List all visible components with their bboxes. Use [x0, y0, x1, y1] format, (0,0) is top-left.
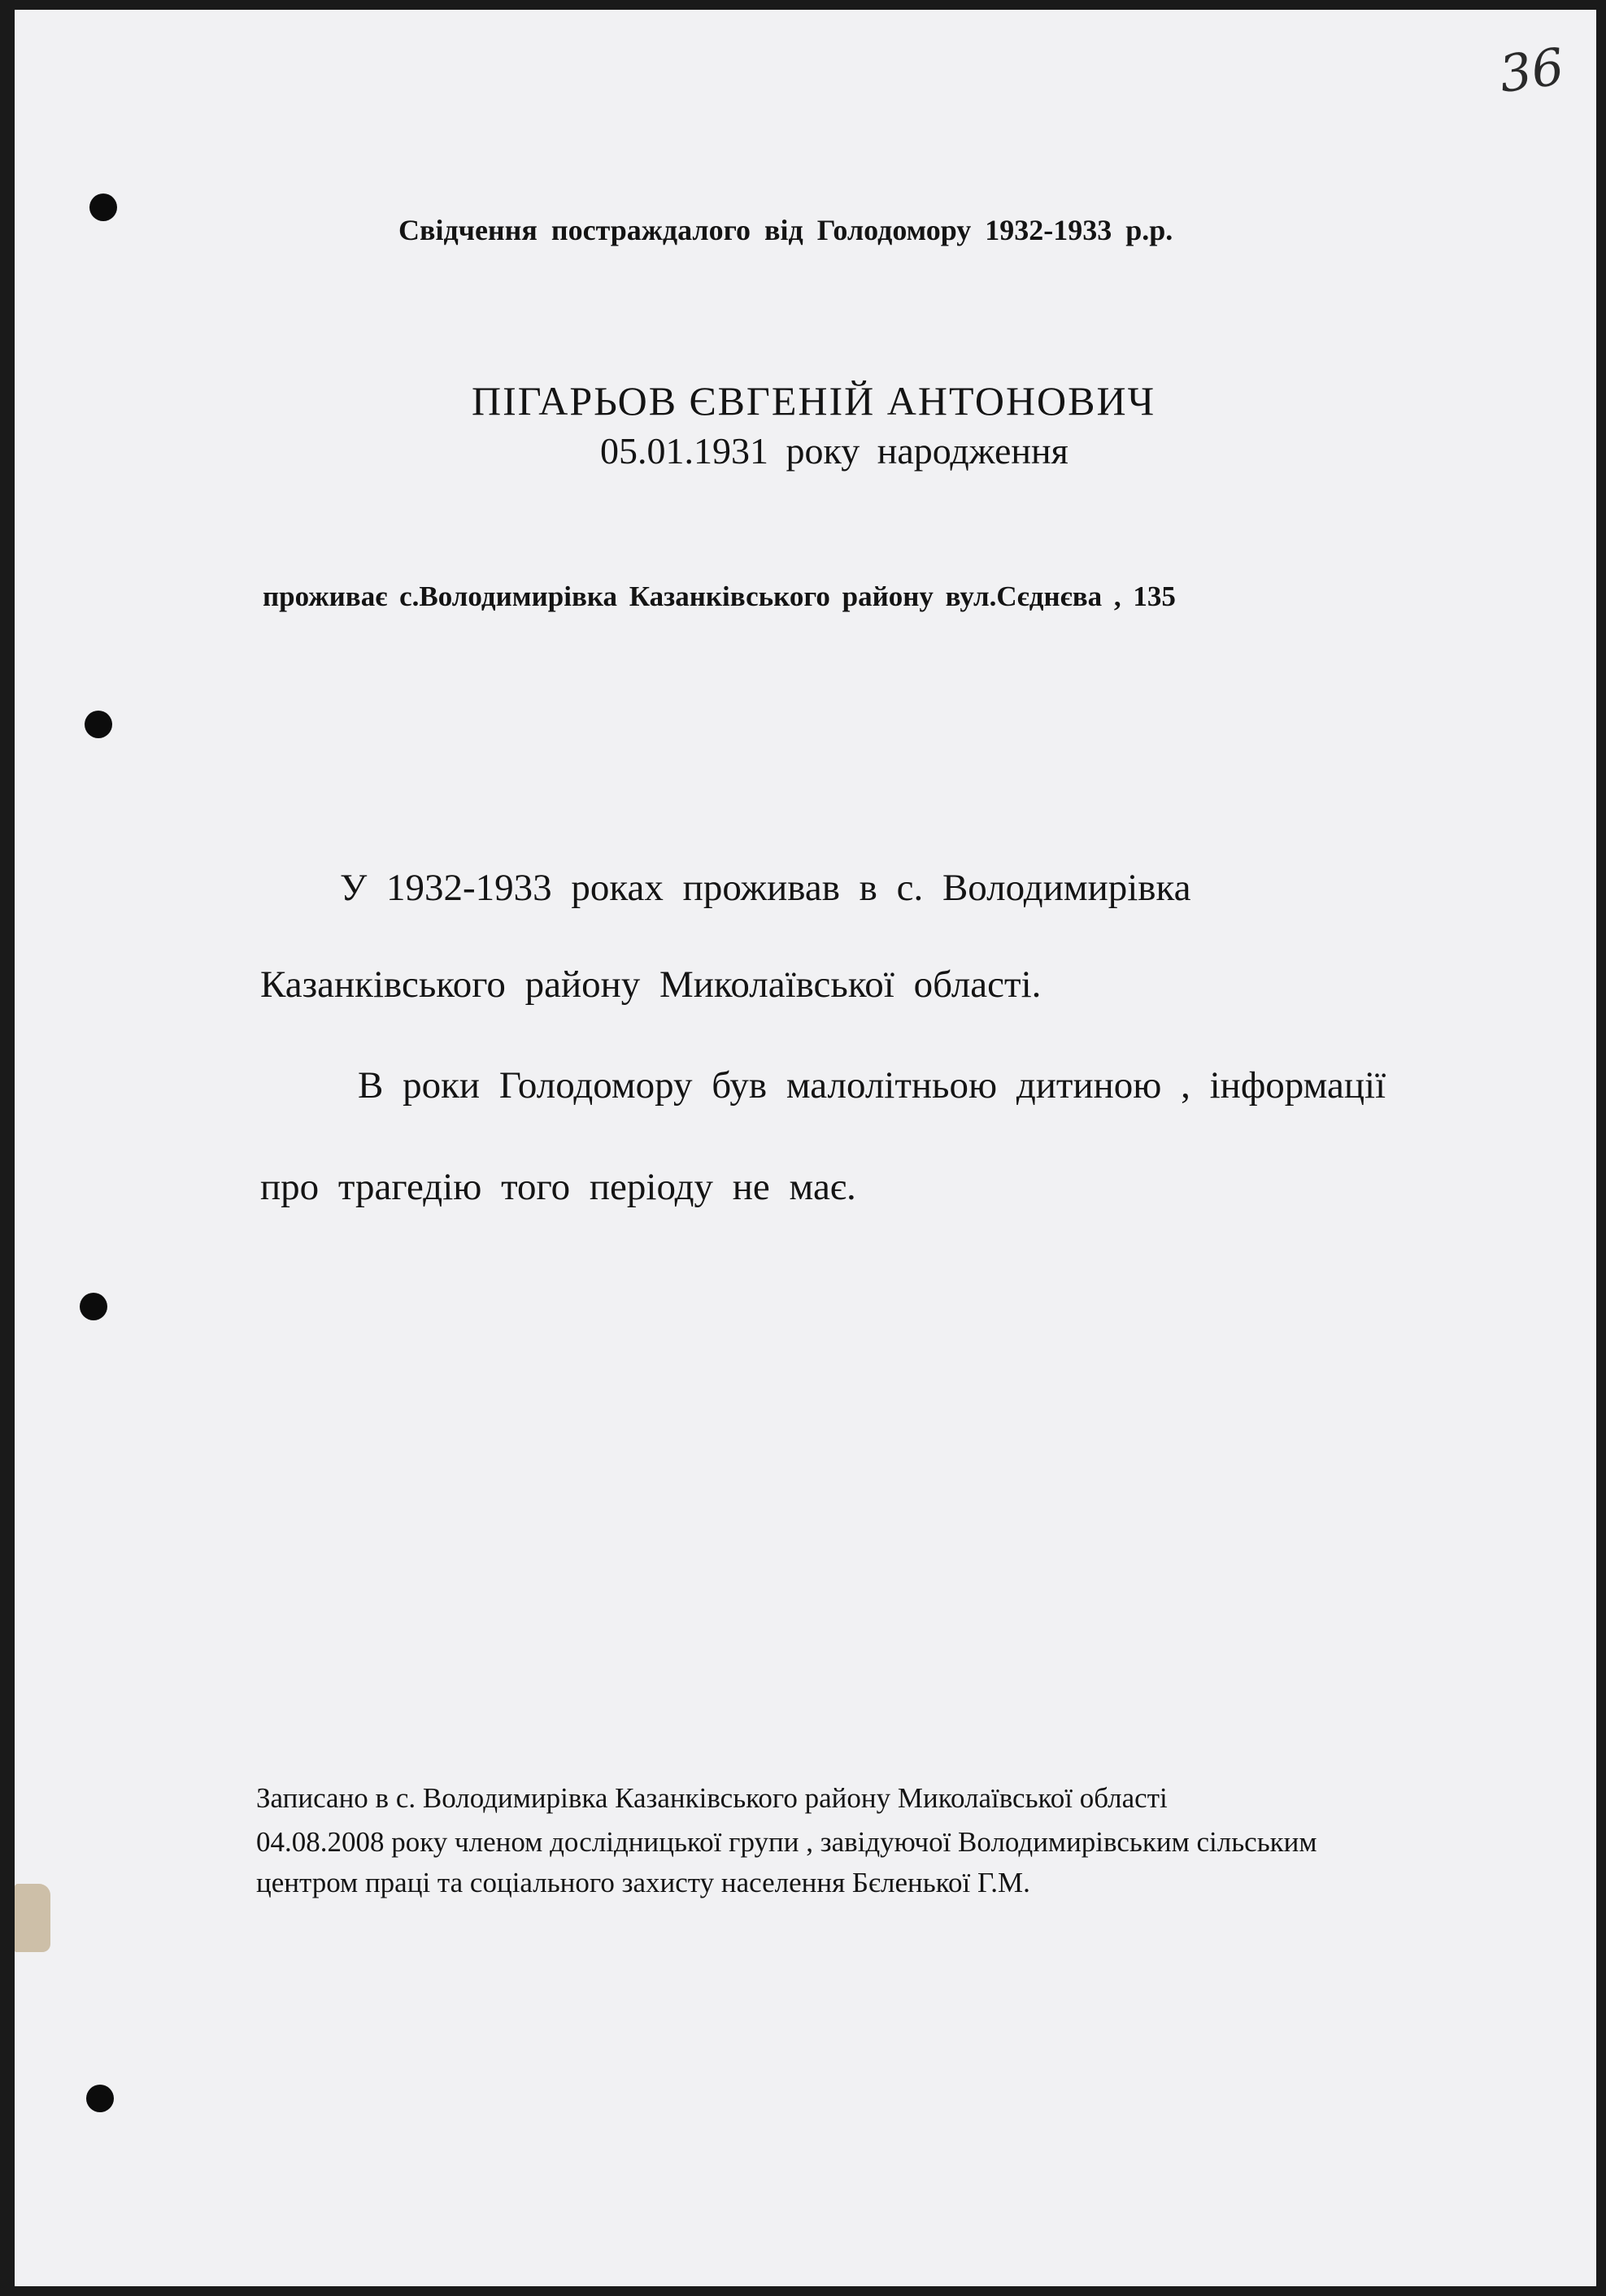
birth-line: 05.01.1931 року народження [600, 430, 1068, 472]
document-page [15, 10, 1596, 2286]
testimony-line: про трагедію того періоду не має. [260, 1166, 856, 1208]
punch-hole-2 [85, 711, 112, 738]
punch-hole-4 [86, 2085, 114, 2112]
recording-note-line: 04.08.2008 року членом дослідницької групи , завідуючої Володимирівським сільським [256, 1826, 1317, 1858]
testimony-line: В роки Голодомору був малолітньою дитиною , інформації [358, 1064, 1386, 1107]
recording-note-line: центром праці та соціального захисту населення Бєленької Г.М. [256, 1867, 1030, 1898]
testimony-line: У 1932-1933 роках проживав в с. Володимирівка [340, 867, 1191, 909]
recording-note-line: Записано в с. Володимирівка Казанківського району Миколаївської області [256, 1782, 1168, 1814]
paper-tear-mark [15, 1884, 50, 1952]
testimony-line: Казанківського району Миколаївської області. [260, 963, 1042, 1006]
folio-number: 36 [1495, 36, 1568, 105]
document-heading: Свідчення постраждалого від Голодомору 1932-1933 р.р. [398, 214, 1173, 246]
residence-address: проживає с.Володимирівка Казанківського району вул.Сєднєва , 135 [263, 581, 1176, 612]
witness-name: ПІГАРЬОВ ЄВГЕНІЙ АНТОНОВИЧ [472, 378, 1156, 424]
punch-hole-3 [80, 1293, 107, 1320]
punch-hole-1 [89, 194, 117, 221]
